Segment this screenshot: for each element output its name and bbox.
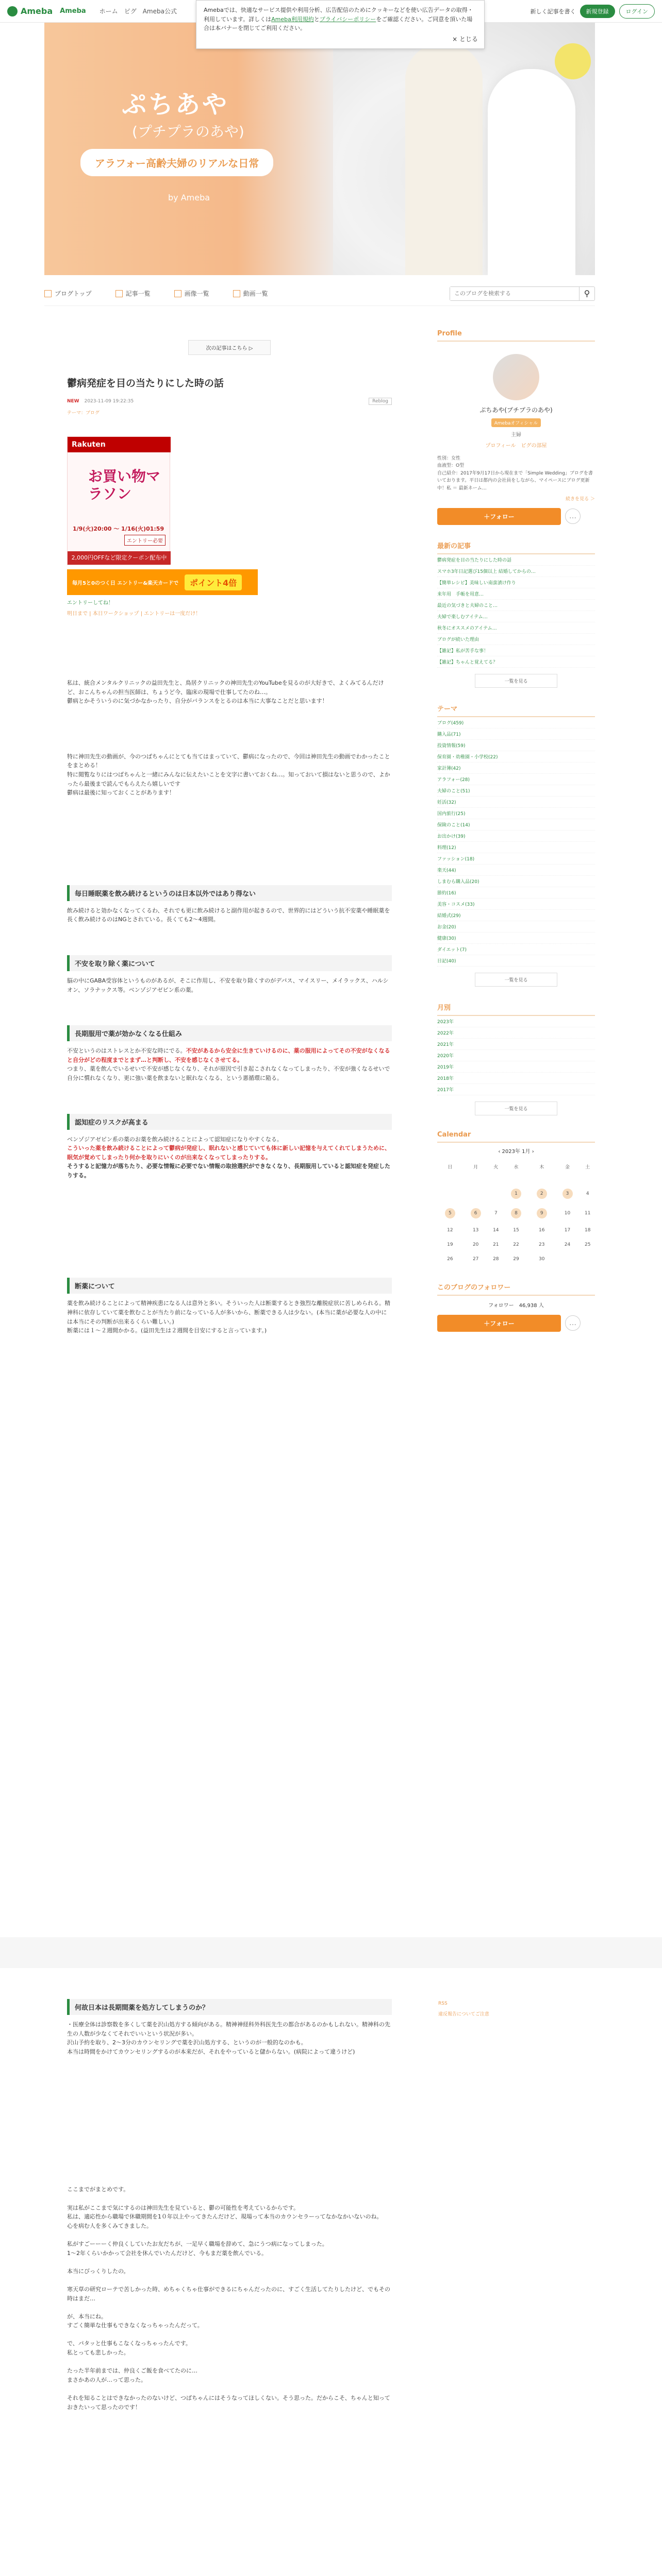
search-icon: ⚲: [584, 289, 590, 298]
theme-item[interactable]: アラフォー(28): [437, 774, 595, 785]
login-button[interactable]: ログイン: [619, 4, 655, 19]
nav-pigg[interactable]: ピグ: [124, 8, 137, 15]
section-heading-6: 何故日本は長期間薬を処方してしまうのか？: [67, 1999, 392, 2015]
new-post-link[interactable]: 新しく記事を書く: [530, 8, 576, 15]
recent-list: [437, 554, 595, 668]
calendar-day: 16: [539, 1227, 545, 1233]
calendar-day: 30: [539, 1256, 545, 1262]
recent-item[interactable]: 夫婦で楽しむアイテム…: [437, 611, 595, 622]
link-row[interactable]: 明日まで | 本日ワークショップ | エントリーは一度だけ！: [67, 611, 201, 617]
profile-info-blood: 血液型：O型: [437, 463, 465, 469]
rakuten-entry-required: エントリー必要: [124, 535, 166, 546]
calendar-day: [555, 1252, 581, 1266]
bride-figure: [488, 69, 575, 275]
section-body-6: ・医療全体は診察数を多くして薬を沢山処方する傾向がある。精神神経科外科医先生の都合があるのかもしれない。精神科の先生の人数が少なくてそれでいいという状況が多い。 沢山予約を取り、2〜3分のカウンセリングで薬を沢山処方する、というのが一般的なのかも。 本当は時間をかけてカウンセリングするのが本来だが、それをやっていると儲からない。(病院によって違うけど): [67, 2021, 390, 2055]
calendar-day: 29: [513, 1256, 519, 1262]
calendar-day[interactable]: 5: [437, 1204, 463, 1223]
monthly-heading: 月別: [437, 1002, 595, 1016]
recent-heading: 最新の記事: [437, 540, 595, 554]
nav-blog-top[interactable]: ブログトップ: [44, 289, 92, 298]
section-body-2: 脳の中にGABA受容体というものがあるが、そこに作用し、不安を取り除くすのがデパス、マイスリー、メイラックス、ハルシオン、ソラナックス等。ベンゾジアゼピン系の薬。: [67, 977, 389, 993]
profile-name[interactable]: ぷちあや(プチプラのあや): [479, 406, 553, 414]
calendar-day: 7: [494, 1210, 498, 1216]
month-item[interactable]: 2022年: [437, 1027, 595, 1039]
theme-item[interactable]: しまむら購入品(20): [437, 876, 595, 887]
recent-item[interactable]: スマホ3年日記選び15個以上 結婚してからの…: [437, 566, 595, 577]
lower-sidebar: [438, 1999, 593, 2019]
theme-item[interactable]: 料理(12): [437, 842, 595, 853]
paragraph-2: 特に神田先生の動画が、今のつばちゃんにとても当てはまっていて、鬱病になったので、今回は神田先生の動画でわかったことをまとめる！ 特に閲覧なりにはつばちゃんと一緒にみんなに伝えたいことを文字に書いておくね…。知っておいて損はないと思うので、よかったら最後まで読んでもらえたら嬉しいです 鬱病は最後に知っておくことがあります！: [67, 753, 390, 796]
recent-item[interactable]: 秋冬にオススメのアイテム…: [437, 622, 595, 634]
recent-item[interactable]: 【雑記】私が苦手な事！: [437, 645, 595, 656]
article-theme[interactable]: テーマ：ブログ: [67, 411, 100, 416]
calendar-day: 23: [539, 1242, 545, 1247]
search-input[interactable]: [450, 287, 579, 300]
blog-subtitle: (プチプラのあや): [132, 123, 244, 140]
profile-info-sex: 性別：女性: [437, 456, 461, 461]
calendar-weekday: 日: [448, 1164, 453, 1170]
theme-item[interactable]: お出かけ(39): [437, 831, 595, 842]
blog-search: [450, 286, 595, 301]
section-heading-3: 長期服用で薬が効かなくなる仕組み: [67, 1025, 392, 1041]
month-item[interactable]: 2018年: [437, 1073, 595, 1084]
theme-item[interactable]: 健康(30): [437, 933, 595, 944]
rss-link[interactable]: RSS: [438, 2001, 448, 2006]
calendar-day: 19: [447, 1242, 453, 1247]
theme-item[interactable]: 購入品(71): [437, 728, 595, 740]
theme-item[interactable]: お金(20): [437, 921, 595, 933]
cookie-banner: Amebaでは、快適なサービス提供や利用分析、広告配信のためにクッキーなどを使い広告データの取得・利用しています。詳しくはAmeba利用規約とプライバシーポリシーをご確認ください。ご同意を頂いた場合は本バナーを閉じてご利用ください。 × とじる: [196, 0, 485, 49]
calendar-day[interactable]: 9: [529, 1204, 555, 1223]
section-body-5: 薬を飲み続けることによって精神疾患になる人は意外と多い。そういった人は断薬するとき強烈な離脱症状に苦しめられる。精神科に依存していて薬を飲むことが当たり前になっている人が多いから、断薬できる人は少ない。(本当に薬が必要な人の中には本当にその判断が出来るくらい難しい。) 断薬には１〜２週間かかる。(益田先生は２週間を目安にすると言っています。): [67, 1300, 390, 1334]
article-meta: [67, 398, 392, 405]
followers-heading: このブログのフォロワー: [437, 1282, 595, 1296]
recent-item[interactable]: 鬱病発症を目の当たりにした時の話: [437, 554, 595, 566]
list-icon: [115, 290, 123, 297]
calendar-week-row: [437, 1223, 595, 1238]
theme-item[interactable]: 日記(40): [437, 955, 595, 967]
calendar-weekday: 木: [539, 1164, 544, 1170]
calendar-day: 25: [584, 1242, 591, 1247]
profile-heading: Profile: [437, 330, 595, 342]
calendar-day: 28: [493, 1256, 499, 1262]
calendar-day[interactable]: 8: [503, 1204, 529, 1223]
followers-count: フォロワー 46,938 人: [488, 1302, 544, 1309]
theme-item[interactable]: ファッション(18): [437, 853, 595, 865]
calendar-weekday: 土: [585, 1164, 590, 1170]
follow-button[interactable]: ＋フォロー: [437, 508, 561, 525]
new-badge: NEW: [67, 399, 79, 404]
calendar-day: [437, 1184, 463, 1204]
theme-item[interactable]: 保険のこと(14): [437, 819, 595, 831]
follow-row-2: [437, 1315, 595, 1332]
article-title[interactable]: 鬱病発症を目の当たりにした時の話: [67, 378, 224, 389]
reblog-button[interactable]: Reblog: [369, 398, 392, 405]
calendar-day: 18: [584, 1227, 591, 1233]
calendar-day: [580, 1252, 595, 1266]
calendar-day[interactable]: 3: [555, 1184, 581, 1204]
calendar-day[interactable]: 6: [463, 1204, 489, 1223]
theme-item[interactable]: 結婚式(29): [437, 910, 595, 921]
points-badge: ポイント4倍: [185, 574, 242, 590]
by-ameba: by Ameba: [168, 193, 210, 202]
month-item[interactable]: 2020年: [437, 1050, 595, 1061]
section-divider: [0, 1937, 662, 1968]
theme-item[interactable]: 国内旅行(25): [437, 808, 595, 819]
nav-entry-list[interactable]: 記事一覧: [115, 289, 151, 298]
profile-more-link[interactable]: 続きを見る ＞: [566, 496, 595, 502]
calendar-day: [555, 1175, 581, 1184]
section-body-1: 飲み続けると効かなくなってくるわ、それでも更に飲み続けると副作用が起きるので、世界的にはどういう抗不安薬や睡眠薬を長く飲み続けるのはNGとされている。長くても2〜4週間。: [67, 907, 390, 923]
profile-description: 自己紹介：2017年9月17日から現在まで「Simple Wedding」ブログを書いております。平日は都内の会社員をしながら、マイペースにブログ更新中！私 ＝ 最新ネーム…: [437, 470, 593, 491]
calendar-day: 26: [447, 1256, 453, 1262]
theme-item[interactable]: ダイエット(7): [437, 944, 595, 955]
paragraph-1: 私は、統合メンタルクリニックの益田先生と、鳥居クリニックの神田先生のYouTubeを見るのが大好きで、よくみてるんだけど、おこんちゃんの担当医師は、ちょうど今、臨床の現場で仕事してたのね…。 鬱病とかそういうのに気づかなかったり、自分がバランスをとるのは本当に大事なことだと思います！: [67, 680, 384, 705]
groom-figure: [405, 43, 483, 275]
theme-item[interactable]: 楽天(44): [437, 865, 595, 876]
calendar-day: [463, 1184, 489, 1204]
nav-image-list[interactable]: 画像一覧: [174, 289, 209, 298]
nav-official[interactable]: Ameba公式: [142, 8, 177, 15]
sidebar: [437, 330, 595, 1332]
video-icon: [233, 290, 240, 297]
recent-item[interactable]: 来年用 手帳を用意…: [437, 588, 595, 600]
blog-tagline: アラフォー高齢夫婦のリアルな日常: [80, 149, 273, 176]
wedding-photo: [333, 23, 595, 275]
blog-nav: [44, 281, 595, 306]
theme-item[interactable]: 美容・コスメ(33): [437, 899, 595, 910]
theme-list: [437, 717, 595, 967]
calendar-next-icon[interactable]: ›: [532, 1148, 534, 1155]
calendar-day: 13: [472, 1227, 479, 1233]
theme-heading: テーマ: [437, 703, 595, 717]
calendar-weekday: 水: [514, 1164, 519, 1170]
theme-item[interactable]: 投資情報(59): [437, 740, 595, 751]
calendar-day: 12: [447, 1227, 453, 1233]
recent-item[interactable]: 【簡単レシピ】美味しい南蛮漬け作り: [437, 577, 595, 588]
image-icon: [174, 290, 181, 297]
profile-links[interactable]: プロフィール ピグの部屋: [485, 443, 547, 449]
theme-item[interactable]: 妊活(32): [437, 796, 595, 808]
calendar-day: 14: [493, 1227, 499, 1233]
theme-item[interactable]: 保育園・幼稚園・小学校(22): [437, 751, 595, 762]
cookie-close-button[interactable]: × とじる: [452, 35, 478, 43]
calendar-day: [437, 1175, 463, 1184]
section-heading-2: 不安を取り除く薬について: [67, 955, 392, 971]
search-button[interactable]: [579, 287, 594, 300]
month-item[interactable]: 2021年: [437, 1039, 595, 1050]
section-body-3: 不安というのはストレスとか不安な時にでる。不安があるから安全に生きていけるのに、薬の服用によってその不安がなくなると自分がどの程度までとまず…と判断し、不安を感じなくさせてる。 つまり、薬を飲んでいるせいで不安が感じなくなり、それが原因で引き起こされなくなってしまったり、不安が強くなるせいで自分に慣れなくなり、更に強い薬を飲まないと眠れなくなる、という悪循環に陥る。: [67, 1047, 390, 1081]
calendar-week-row: [437, 1175, 595, 1184]
calendar-week-row: [437, 1238, 595, 1252]
section-heading-1: 毎日睡眠薬を飲み続けるというのは日本以外ではあり得ない: [67, 885, 392, 901]
next-entry-button[interactable]: 次の記事はこちら ▷: [188, 340, 271, 355]
calendar-weekday: 火: [493, 1164, 499, 1170]
report-link[interactable]: 違反報告についてご注意: [438, 2012, 489, 2017]
article-continued: [67, 1978, 392, 2412]
official-badge: Amebaオフィシャル: [491, 418, 541, 427]
entry-link[interactable]: エントリーしてね！: [67, 600, 113, 606]
rakuten-headline: お買い物マラソン: [88, 468, 161, 502]
section-heading-5: 断薬について: [67, 1278, 392, 1294]
ameba-logo-icon: [7, 6, 18, 16]
paragraph-3: ここまでがまとめです。 実は私がここまで気にするのは神田先生を見ていると、鬱の可能性を考えているからです。 私は、適応性から職場で休職期間を1０年以上やってきたんだけど、現場って本当のカウンセラーってなかなかいないのね。 心を病む人を多くみてきました。 私がすごーーーく仲良くしていたお友だちが、一足早く職場を辞めて、急にうつ病になってしまった。 1〜2年くらいかかって会社を休んでいたんだけど、今もまだ薬を飲んでいる。 本当にびっくりしたの。 寒天草の研究ローテで苦しかった時、めちゃくちゃ仕事ができるにちゃんだったのに、すごく生活してたりしたけど、でもその時はまだ… が、本当にね。 すごく簡単な仕事もできなくなっちゃったんだって。 で、パタッと仕事もこなくなっちゃったんです。 私とっても悲しかった。 たった半年前までは、仲良くご飯を食べてたのに… まさかあの人が…って思った。 それを知ることはできなかったのないけど、つばちゃんにはそうなってほしくない。そう思った。だからこそ、ちゃんと知っておきたいって思ったのです！: [67, 2186, 390, 2411]
calendar-weekday-row: [437, 1159, 595, 1175]
calendar-week-row: [437, 1184, 595, 1204]
calendar-day: 11: [584, 1210, 591, 1216]
more-menu-button[interactable]: …: [565, 509, 581, 524]
calendar-week-row: [437, 1252, 595, 1266]
recent-item[interactable]: ブログが続いた理由: [437, 634, 595, 645]
recent-more-button[interactable]: 一覧を見る: [475, 674, 557, 688]
calendar-day: 10: [564, 1210, 571, 1216]
calendar-prev-icon[interactable]: ‹: [498, 1148, 501, 1155]
blog-title[interactable]: ぷちあや: [122, 90, 229, 119]
month-item[interactable]: 2019年: [437, 1061, 595, 1073]
article: [67, 314, 392, 1335]
calendar-heading: Calendar: [437, 1131, 595, 1143]
terms-link[interactable]: Ameba利用規約: [271, 15, 314, 23]
bouquet-icon: [555, 43, 591, 79]
calendar-day: [503, 1175, 529, 1184]
section-heading-4: 認知症のリスクが高まる: [67, 1114, 392, 1130]
calendar-day: [580, 1175, 595, 1184]
calendar-day[interactable]: 2: [529, 1184, 555, 1204]
theme-item[interactable]: 家計簿(42): [437, 762, 595, 774]
nav-video-list[interactable]: 動画一覧: [233, 289, 268, 298]
theme-item[interactable]: 節約(16): [437, 887, 595, 899]
ameba-logo[interactable]: Ameba: [7, 6, 53, 16]
rakuten-points-banner[interactable]: 毎月5と0のつく日 エントリー&楽天カードで ポイント4倍: [67, 569, 258, 595]
calendar-day: 17: [564, 1227, 571, 1233]
rakuten-coupon: 2,000円OFFなど限定クーポン配布中: [68, 551, 171, 565]
monthly-more-button[interactable]: 一覧を見る: [475, 1101, 557, 1115]
recent-item[interactable]: 最近の気づきと夫婦のこと…: [437, 600, 595, 611]
follow-button-2[interactable]: ＋フォロー: [437, 1315, 561, 1332]
privacy-link[interactable]: プライバシーポリシー: [319, 15, 376, 23]
calendar-day: 22: [513, 1242, 519, 1247]
rakuten-banner[interactable]: [67, 436, 170, 565]
month-item[interactable]: 2017年: [437, 1084, 595, 1095]
calendar-table: [437, 1159, 595, 1266]
calendar-day: [463, 1175, 489, 1184]
more-menu-button-2[interactable]: …: [565, 1315, 581, 1331]
calendar-day: 24: [564, 1242, 571, 1247]
article-date: 2023-11-09 19:22:35: [84, 399, 134, 404]
theme-item[interactable]: 夫婦のこと(51): [437, 785, 595, 796]
profile-genre: 主婦: [511, 432, 521, 438]
calendar-day[interactable]: 1: [503, 1184, 529, 1204]
month-item[interactable]: 2023年: [437, 1016, 595, 1027]
recent-item[interactable]: 【雑記】ちゃんと覚えてる？: [437, 656, 595, 668]
global-nav: [100, 7, 177, 15]
follow-row: [437, 508, 595, 525]
calendar-weekday: 金: [565, 1164, 570, 1170]
register-button[interactable]: 新規登録: [580, 5, 615, 18]
calendar-day: 21: [493, 1242, 499, 1247]
section-body-4: ベンゾジアゼピン系の薬のお薬を飲み続けることによって認知症になりやすくなる。 こういった薬を飲み続けることによって鬱病が発症し、眠れないと感じていても体に新しい記憶を与えてくれてしまうために、眠気が覚めてしまったり何かを取りにいくのが出来なくなってしまったりする。 そうすると記憶力が落ちたり、必要な情報に必要でない情報の取捨選択ができなくなり、長期服用していると認知症を発症したりする。: [67, 1136, 390, 1179]
rakuten-dates: 1/9(火)20:00 〜 1/16(火)01:59: [73, 526, 164, 532]
calendar-day: [529, 1175, 555, 1184]
nav-home[interactable]: ホーム: [99, 8, 118, 15]
calendar-day: [489, 1184, 504, 1204]
home-icon: [44, 290, 52, 297]
calendar-day: 15: [513, 1227, 519, 1233]
ameba-sub-logo[interactable]: Ameba: [60, 7, 86, 15]
calendar-day: 27: [472, 1256, 479, 1262]
monthly-list: [437, 1016, 595, 1095]
avatar[interactable]: [493, 354, 539, 400]
theme-more-button[interactable]: 一覧を見る: [475, 973, 557, 987]
theme-item[interactable]: ブログ(459): [437, 717, 595, 728]
calendar-weekday: 月: [473, 1164, 478, 1170]
calendar-day: 20: [472, 1242, 479, 1247]
calendar-month: ‹ 2023年 1月 ›: [498, 1148, 534, 1155]
calendar-day: 4: [586, 1191, 589, 1196]
rakuten-logo: Rakuten: [68, 437, 171, 452]
blog-header-image: [44, 23, 595, 275]
calendar-week-row: [437, 1204, 595, 1223]
calendar-day: [489, 1175, 504, 1184]
